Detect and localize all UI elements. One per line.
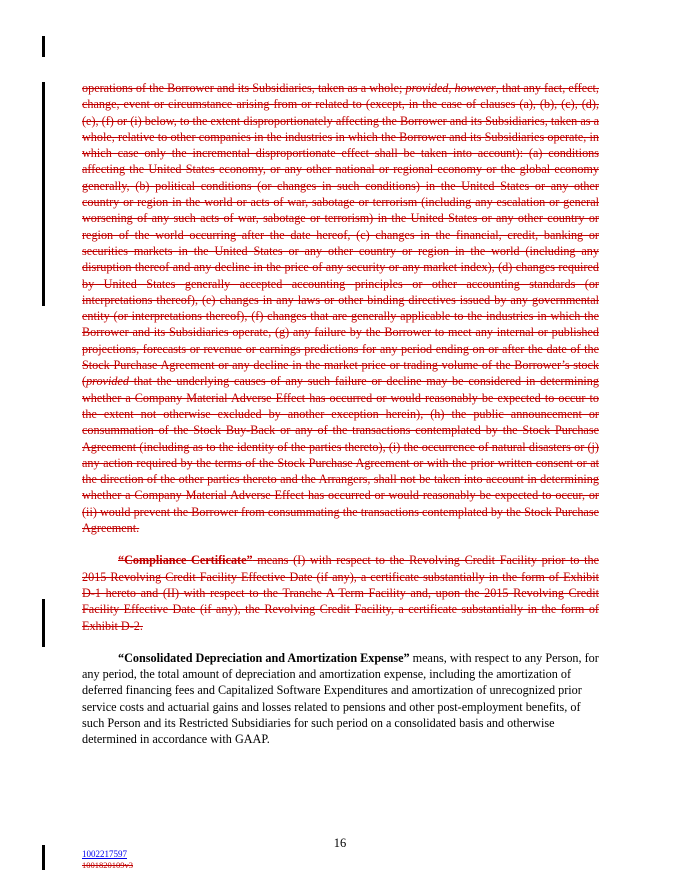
deleted-definition-continuation-paragraph [82, 80, 599, 536]
text-segment: means, with respect to any Person, for any period, the total amount of depreciation and amortization expense, including the amortization of deferred financing fees and Capitalized Software Expenditures and amortization of unrecognized prior service costs and actuarial gains and losses related to pensions and other post-employment benefits, of such Person and its Restricted Subsidiaries for such period on a consolidated basis and otherwise determined in accordance with GAAP. [82, 650, 599, 747]
text-segment: , that any fact, effect, change, event or circumstance arising from or related to (except, in the case of clauses (a), (b), (c), (d), (e), (f) or (i) below, to the extent disproportionately affecting the Borrower and its Subsidiaries, taken as a whole, relative to other companies in the industries in which the Borrower and its Subsidiaries operate, in which case only the incremental disproportionate effect shall be taken into account): (a) conditions affecting the United States economy, or any other national or regional economy or the global economy generally, (b) political conditions (or changes in such conditions) in the United States or any other country or region in the world or acts of war, sabotage or terrorism (including any escalation or general worsening of any such acts of war, sabotage or terrorism) in the United States or any other country or region of the world occurring after the date hereof, (c) changes in the financial, credit, banking or securities markets in the United States or any other country or region in the world (including any disruption thereof and any decline in the price of any security or any market index), (d) changes required by United States generally accepted accounting principles or other accounting standards (or interpretations thereof), (e) changes in any laws or other binding directives issued by any governmental entity (or interpretations thereof), (f) changes that are generally applicable to the industries in which the Borrower and its Subsidiaries operate, (g) any failure by the Borrower to meet any internal or published projections, forecasts or revenue or earnings predictions for any period ending on or after the date of the Stock Purchase Agreement or any decline in the market price or trading volume of the Borrower’s stock ( [82, 81, 599, 389]
change-bar [42, 82, 45, 306]
compliance-certificate-definition-paragraph [82, 552, 599, 633]
page-number: 16 [333, 836, 347, 850]
text-segment: that the underlying causes of any such failure or decline may be considered in determining whether a Company Material Adverse Effect has occurred or would reasonably be expected to occur to the extent not otherwise excluded by another exception herein), (h) the public announcement or consummation of the Stock Buy-Back or any of the transactions contemplated by the Stock Purchase Agreement (including as to the identity of the parties thereto), (i) the occurrence of natural disasters or (j) any action required by the terms of the Stock Purchase Agreement or with the prior written consent or at the direction of the other parties thereto and the Arrangers, shall not be taken into account in determining whether a Company Material Adverse Effect has occurred or would reasonably be expected to occur, or (ii) would prevent the Borrower from consummating the transactions contemplated by the Stock Purchase Agreement. [82, 374, 599, 536]
text-segment: “Compliance Certificate” [118, 553, 253, 568]
text-segment: means (I) with respect to the Revolving Credit Facility prior to the 2015 Revolving Credit Facility Effective Date (if any), a certificate substantially in the form of Exhibit D-1 hereto and (II) with respect to the Tranche A Term Facility and, upon the 2015 Revolving Credit Facility Effective Date (if any), the Revolving Credit Facility, a certificate substantially in the form of Exhibit D-2. [82, 553, 599, 633]
text-segment: provided [86, 374, 129, 389]
change-bar [42, 36, 45, 57]
text-segment: operations of the Borrower and its Subsidiaries, taken as a whole; [82, 81, 406, 95]
document-id-struck: 1001820109v3 [82, 860, 133, 870]
change-bar [42, 599, 45, 647]
consolidated-depreciation-definition-paragraph [82, 650, 599, 748]
text-segment: provided, however [405, 81, 496, 95]
text-segment: “Consolidated Depreciation and Amortization Expense” [118, 650, 410, 665]
document-id-link[interactable]: 1002217597 [82, 849, 127, 859]
page-body [82, 80, 599, 764]
document-id-footer [82, 849, 133, 870]
